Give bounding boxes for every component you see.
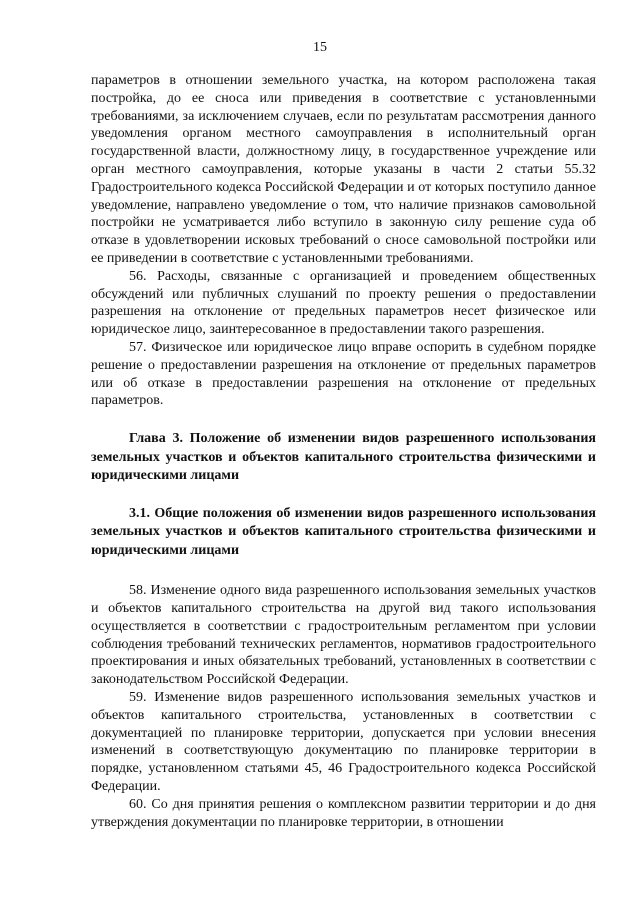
document-body [91,72,596,831]
paragraph-58: 58. Изменение одного вида разрешенного использования земельных участков и объектов капитального строительства на другой вид такого использования осуществляется в соответствии с градостроительным регламентом при условии соблюдения требований технических регламентов, нормативов градостроительного проектирования и иных обязательных требований, установленных в соответствии с законодательством Российской Федерации. [91,583,596,688]
section-3-1-heading: 3.1. Общие положения об изменении видов разрешенного использования земельных участков и объектов капитального строительства физическими и юридическими лицами [91,505,596,558]
chapter-3-heading: Глава 3. Положение об изменении видов разрешенного использования земельных участков и объектов капитального строительства физическими и юридическими лицами [91,431,596,484]
paragraph-57: 57. Физическое или юридическое лицо вправе оспорить в судебном порядке решение о предоставлении разрешения на отклонение от предельных параметров или об отказе в предоставлении разрешения на отклонение от предельных параметров. [91,339,596,409]
paragraph-59: 59. Изменение видов разрешенного использования земельных участков и объектов капитального строительства, установленных в соответствии с документацией по планировке территории, допускается при условии внесения изменений в соответствующую документацию по планировке территории в порядке, установленном статьями 45, 46 Градостроительного кодекса Российской Федерации. [91,689,596,794]
paragraph-56: 56. Расходы, связанные с организацией и проведением общественных обсуждений или публичных слушаний по проекту решения о предоставлении разрешения на отклонение от предельных параметров несет физическое или юридическое лицо, заинтересованное в предоставлении такого разрешения. [91,268,596,338]
spacer [91,410,596,430]
page-number: 15 [313,40,327,55]
spacer [91,560,596,582]
spacer [91,486,596,505]
paragraph-60: 60. Со дня принятия решения о комплексном развитии территории и до дня утверждения документации по планировке территории, в отношении [91,796,596,830]
paragraph-continued: параметров в отношении земельного участка, на котором расположена такая постройка, до ее сноса или приведения в соответствие с установленными требованиями, за исключением случаев, если по результатам рассмотрения данного уведомления органом местного самоуправления в исполнительный орган государственной власти, должностному лицу, в государственное учреждение или орган местного самоуправления, которые указаны в части 2 статьи 55.32 Градостроительного кодекса Российской Федерации и от которых поступило данное уведомление, направлено уведомление о том, что наличие признаков самовольной постройки не усматривается либо вступило в законную силу решение суда об отказе в удовлетворении исковых требований о сносе самовольной постройки или ее приведении в соответствие с установленными требованиями. [91,73,596,266]
